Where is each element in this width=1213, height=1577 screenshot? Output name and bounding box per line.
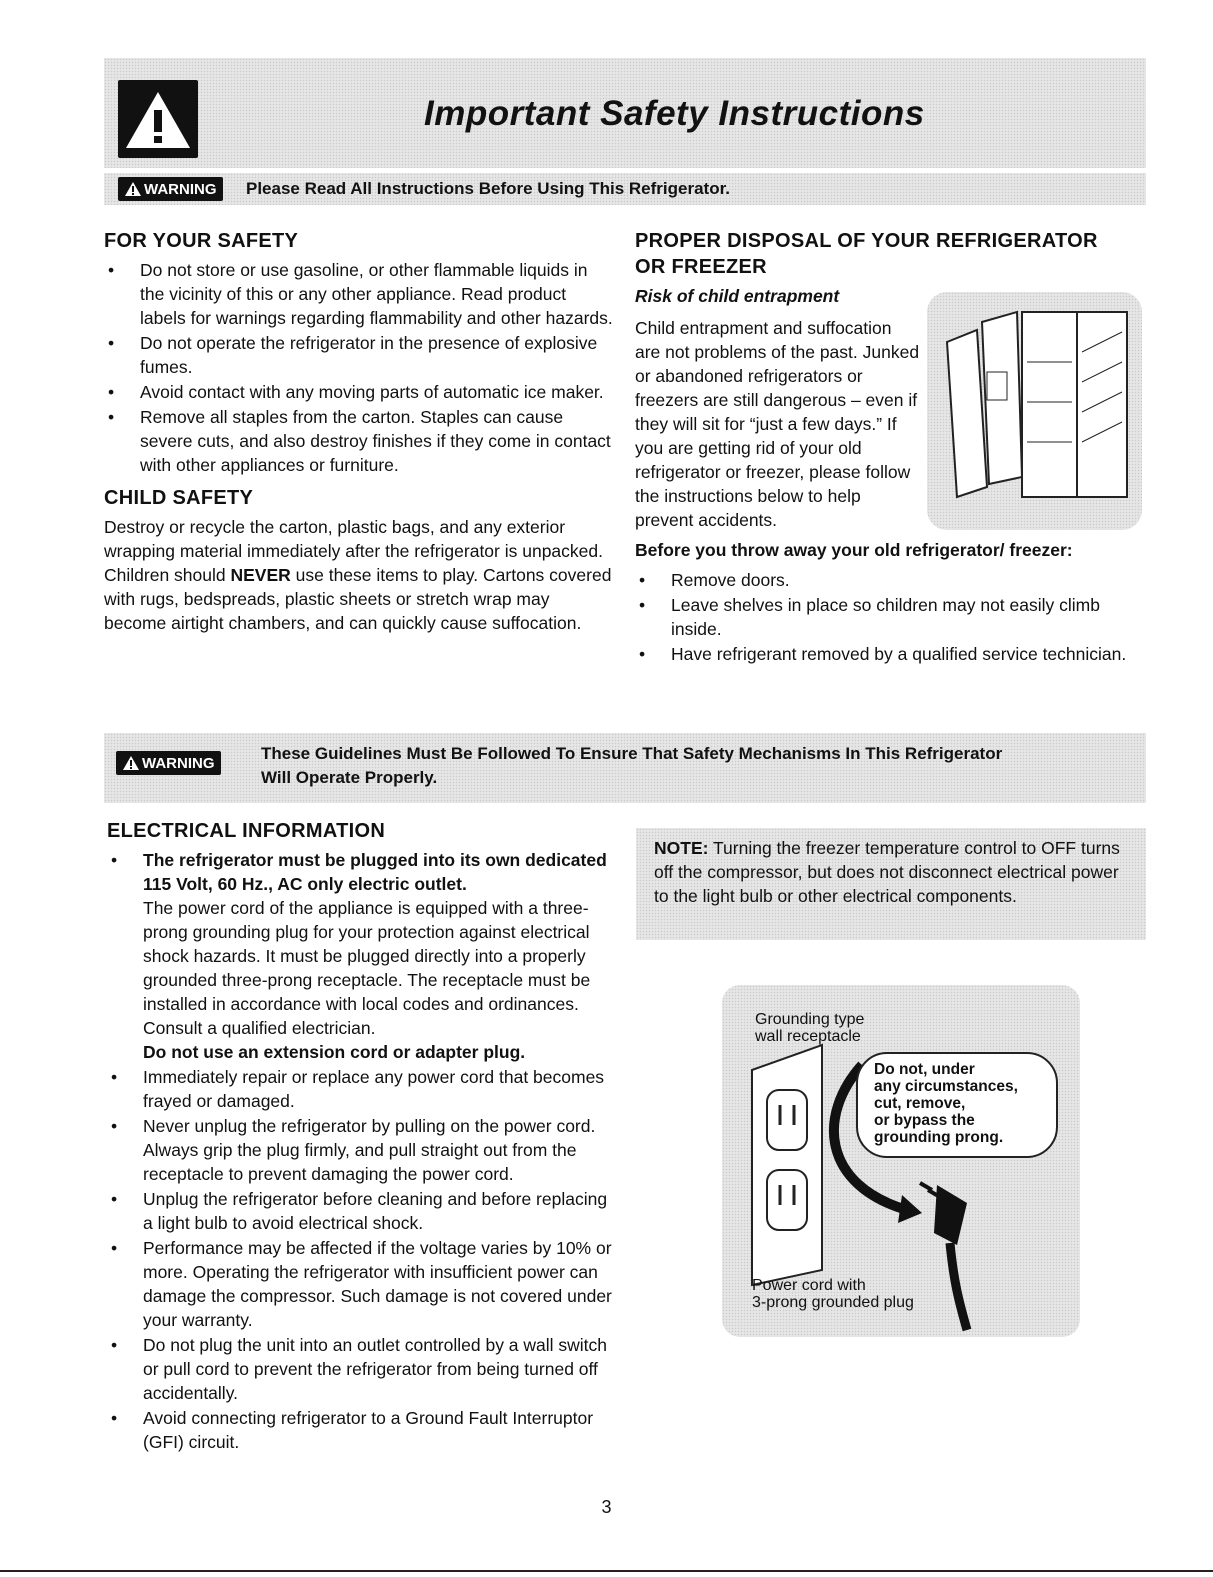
alert-icon bbox=[124, 181, 142, 197]
alert-icon bbox=[122, 755, 140, 771]
warning-text: Please Read All Instructions Before Using This Refrigerator. bbox=[246, 179, 730, 198]
disposal-list bbox=[635, 568, 1145, 666]
warning-text-line-1: These Guidelines Must Be Followed To Ensure That Safety Mechanisms In This Refrigerator bbox=[261, 744, 1003, 763]
receptacle-label-2: wall receptacle bbox=[755, 1028, 861, 1045]
list-item: • Never unplug the refrigerator by pulling on the power cord. Always grip the plug firmly, and pull straight out from the receptacle to prevent damaging the power cord. bbox=[107, 1114, 617, 1186]
receptacle-label-1: Grounding type bbox=[755, 1011, 865, 1028]
callout-line-4: or bypass the bbox=[874, 1112, 975, 1129]
warning-badge-label: WARNING bbox=[144, 180, 217, 198]
section-heading-disposal-2: OR FREEZER bbox=[635, 256, 767, 278]
disposal-paragraph: Child entrapment and suffocation are not problems of the past. Junked or abandoned refrigerators or freezers are still dangerous – even if they will sit for “just a few days.” If you are getting rid of your old refrigerator or freezer, please follow the instructions below to help prevent accidents. bbox=[635, 318, 920, 530]
list-item: • Do not store or use gasoline, or other flammable liquids in the vicinity of this or any other appliance. Read product labels for warnings regarding flammability and other hazards. bbox=[104, 258, 616, 330]
page-title: Important Safety Instructions bbox=[424, 94, 925, 133]
page-number: 3 bbox=[601, 1497, 612, 1517]
warning-badge bbox=[116, 751, 221, 775]
warning-triangle-icon bbox=[118, 80, 198, 158]
right-column bbox=[635, 228, 1145, 667]
warning-callout bbox=[874, 1061, 1018, 1146]
refrigerator-illustration bbox=[927, 292, 1142, 530]
note-label: NOTE: bbox=[654, 838, 709, 858]
child-safety-paragraph bbox=[104, 515, 616, 635]
child-text-1: Destroy or recycle the carton, plastic bags, and any exterior wrapping material immediately after the refrigerator is unpacked. Children should bbox=[104, 517, 603, 585]
list-item: • Do not operate the refrigerator in the presence of explosive fumes. bbox=[104, 331, 616, 379]
list-item: • Avoid connecting refrigerator to a Ground Fault Interruptor (GFI) circuit. bbox=[107, 1406, 617, 1454]
callout-line-2: any circumstances, bbox=[874, 1078, 1018, 1095]
note-box bbox=[636, 828, 1146, 940]
list-item: • Performance may be affected if the voltage varies by 10% or more. Operating the refrigerator with insufficient power can damage the compressor. Such damage is not covered under your warranty. bbox=[107, 1236, 617, 1332]
note-text bbox=[654, 836, 1134, 908]
callout-line-1: Do not, under bbox=[874, 1061, 975, 1078]
warning-badge bbox=[118, 177, 223, 201]
grounding-plug-figure bbox=[722, 985, 1080, 1337]
list-item: • Avoid contact with any moving parts of automatic ice maker. bbox=[104, 380, 616, 404]
warning-banner-2 bbox=[104, 733, 1146, 803]
callout-line-5: grounding prong. bbox=[874, 1129, 1004, 1146]
list-item: • Remove doors. bbox=[635, 568, 1145, 592]
page-header bbox=[104, 58, 1146, 168]
subheading-entrapment: Risk of child entrapment bbox=[635, 286, 840, 306]
safety-list bbox=[104, 258, 616, 477]
before-throw-heading: Before you throw away your old refrigerator/ freezer: bbox=[635, 540, 1073, 560]
outlet-requirement: • The refrigerator must be plugged into its own dedicated 115 Volt, 60 Hz., AC only electric outlet. bbox=[143, 850, 607, 894]
list-item: • Have refrigerant removed by a qualified service technician. bbox=[635, 642, 1145, 666]
warning-badge-label: WARNING bbox=[142, 754, 215, 772]
cord-label bbox=[752, 1277, 914, 1311]
section-heading-disposal-1: PROPER DISPOSAL OF YOUR REFRIGERATOR bbox=[635, 230, 1098, 252]
callout-line-3: cut, remove, bbox=[874, 1095, 966, 1112]
power-cord-text: The power cord of the appliance is equipped with a three-prong grounding plug for your protection against electrical shock hazards. It must be plugged directly into a properly grounded three-prong receptacle. The receptacle must be installed in accordance with local codes and ordinances. Consult a qualified electrician. bbox=[143, 898, 591, 1038]
page-bottom-rule bbox=[0, 1570, 1213, 1572]
warning-banner-1 bbox=[104, 173, 1146, 205]
list-item: • Immediately repair or replace any power cord that becomes frayed or damaged. bbox=[107, 1065, 617, 1113]
electrical-column bbox=[107, 818, 617, 1455]
cord-label-2: 3-prong grounded plug bbox=[752, 1294, 914, 1311]
list-item: • Do not plug the unit into an outlet controlled by a wall switch or pull cord to prevent the refrigerator from being turned off accidentally. bbox=[107, 1333, 617, 1405]
extension-cord-warning: Do not use an extension cord or adapter plug. bbox=[143, 1042, 526, 1062]
child-text-2: use these items to play. Cartons covered with rugs, bedspreads, plastic sheets or stretch wrap may become airtight chambers, and can quickly cause suffocation. bbox=[104, 565, 612, 633]
cord-label-1: Power cord with bbox=[752, 1277, 866, 1294]
section-heading-child: CHILD SAFETY bbox=[104, 487, 254, 509]
warning-text-line-2: Will Operate Properly. bbox=[261, 768, 438, 787]
refrigerator-icon bbox=[927, 292, 1142, 530]
list-item: • Leave shelves in place so children may not easily climb inside. bbox=[635, 593, 1145, 641]
left-column bbox=[104, 228, 616, 635]
note-body: Turning the freezer temperature control to OFF turns off the compressor, but does not disconnect electrical power to the light bulb or other electrical components. bbox=[654, 838, 1120, 906]
child-emphasis: NEVER bbox=[230, 565, 291, 585]
section-heading-electrical: ELECTRICAL INFORMATION bbox=[107, 820, 386, 842]
section-heading-safety: FOR YOUR SAFETY bbox=[104, 230, 299, 252]
list-item: • Remove all staples from the carton. Staples can cause severe cuts, and also destroy finishes if they come in contact with other appliances or furniture. bbox=[104, 405, 616, 477]
list-item bbox=[107, 848, 617, 1064]
list-item: • Unplug the refrigerator before cleaning and before replacing a light bulb to avoid electrical shock. bbox=[107, 1187, 617, 1235]
electrical-list bbox=[107, 848, 617, 1454]
